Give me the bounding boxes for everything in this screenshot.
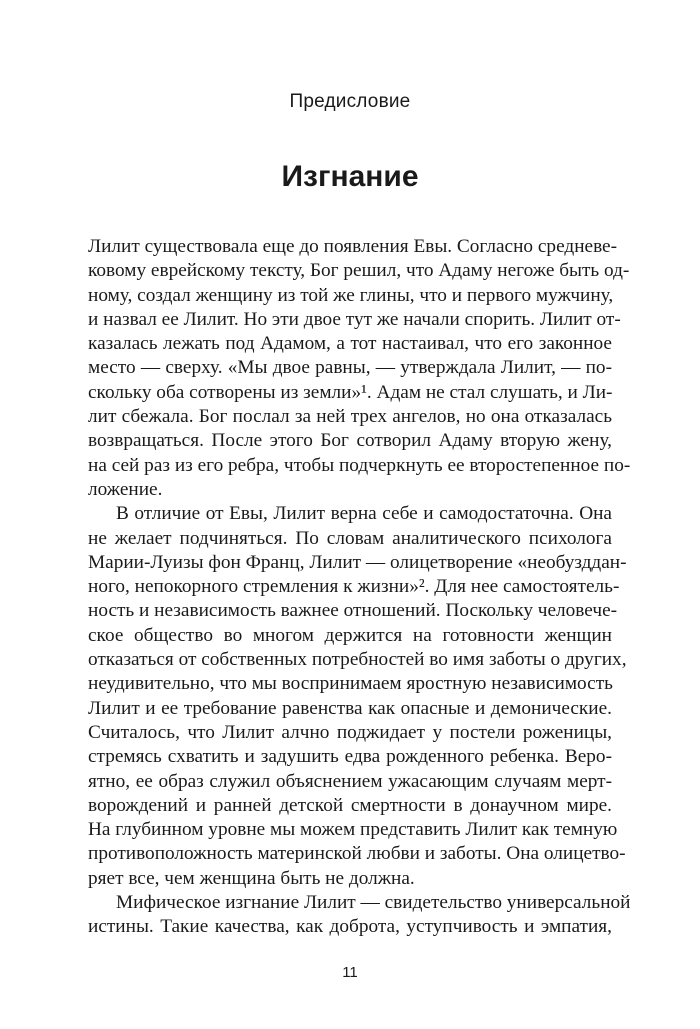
text-line: стремясь схватить и задушить едва рожденного ребенка. Веро- (88, 746, 612, 768)
text-line: ковому еврейскому тексту, Бог решил, что Адаму негоже быть од- (88, 260, 630, 282)
paragraph-3 (88, 891, 631, 940)
text-line: Считалось, что Лилит алчно поджидает у постели роженицы, (88, 721, 612, 743)
text-line: ряет все, чем женщина быть не должна. (88, 867, 415, 889)
body-text (88, 235, 631, 940)
text-line: возвращаться. После этого Бог сотворил Адаму вторую жену, (88, 430, 612, 452)
text-line: ворождений и ранней детской смертности в донаучном мире. (88, 794, 612, 816)
paragraph-1 (88, 235, 631, 502)
text-line: на сей раз из его ребра, чтобы подчеркнуть ее второстепенное по- (88, 454, 631, 476)
text-line: Лилит и ее требование равенства как опасные и демонические. (88, 697, 612, 719)
text-line: ность и независимость важнее отношений. Поскольку человече- (88, 600, 618, 622)
page-number: 11 (342, 964, 358, 981)
text-line: не желает подчиняться. По словам аналитического психолога (88, 527, 612, 549)
text-line: На глубинном уровне мы можем представить Лилит как темную (88, 819, 618, 841)
chapter-title: Изгнание (281, 160, 419, 193)
text-line: В отличие от Евы, Лилит верна себе и самодостаточна. Она (116, 503, 612, 525)
text-line: место — сверху. «Мы двое равны, — утверждала Лилит, — по- (88, 357, 612, 379)
text-line: неудивительно, что мы воспринимаем яростную независимость (88, 673, 613, 695)
text-line: ному, создал женщину из той же глины, что и первого мужчину, (88, 284, 614, 306)
text-line: и назвал ее Лилит. Но эти двое тут же начали спорить. Лилит от- (88, 308, 621, 330)
text-line: ятно, ее образ служил объяснением ужасающим случаям мерт- (88, 770, 612, 792)
text-line: ское общество во многом держится на готовности женщин (88, 624, 612, 646)
text-line: Лилит существовала еще до появления Евы. Согласно средневе- (88, 236, 618, 257)
text-line: отказаться от собственных потребностей во имя заботы о других, (88, 649, 627, 671)
text-line: Мифическое изгнание Лилит — свидетельство универсальной (116, 892, 631, 914)
text-line: истины. Такие качества, как доброта, уступчивость и эмпатия, (88, 916, 612, 938)
text-line: противоположность материнской любви и заботы. Она олицетво- (88, 843, 626, 865)
text-line: Марии-Луизы фон Франц, Лилит — олицетворение «необузддан- (88, 551, 627, 573)
section-label: Предисловие (289, 91, 411, 112)
text-line: лит сбежала. Бог послал за ней трех ангелов, но она отказалась (88, 406, 612, 428)
text-line: ложение. (88, 478, 163, 500)
text-line: ного, непокорного стремления к жизни»². Для нее самостоятель- (88, 576, 620, 598)
paragraph-2 (88, 502, 627, 891)
text-line: казалась лежать под Адамом, а тот настаивал, что его законное (88, 333, 612, 355)
text-line: скольку оба сотворены из земли»¹. Адам не стал слушать, и Ли- (88, 381, 613, 403)
